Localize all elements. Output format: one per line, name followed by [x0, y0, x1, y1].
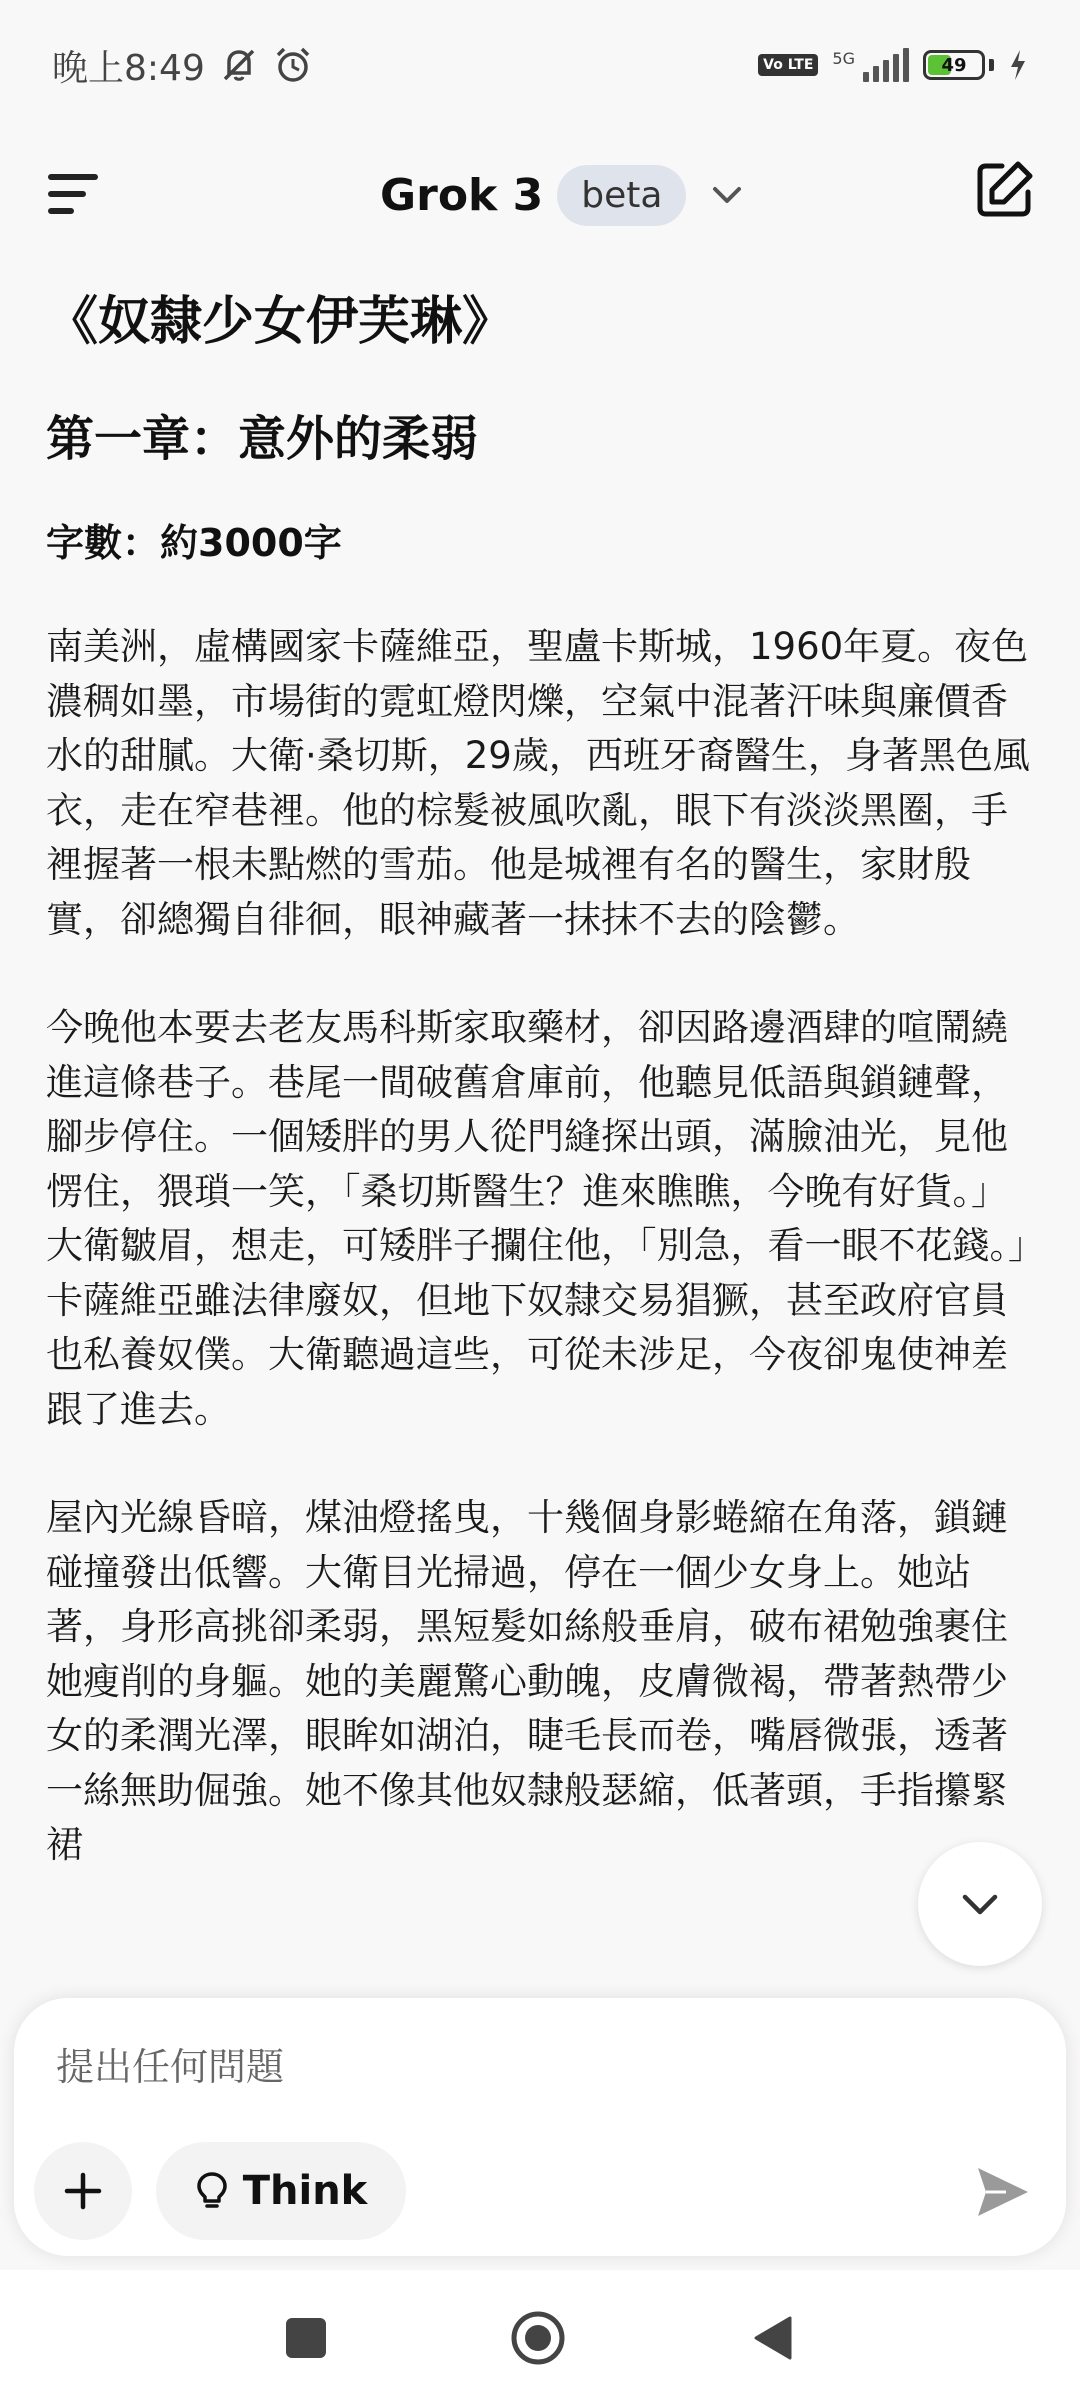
scroll-down-button[interactable] — [918, 1842, 1042, 1966]
mute-icon — [219, 45, 259, 85]
response-content — [46, 290, 1036, 1927]
edit-icon[interactable] — [972, 158, 1036, 222]
content-fade — [0, 1870, 1080, 2000]
alarm-icon — [273, 45, 313, 85]
paragraph-2: 今晚他本要去老友馬科斯家取藥材，卻因路邊酒肆的喧鬧繞進這條巷子。巷尾一間破舊倉庫前，他聽見低語與鎖鏈聲，腳步停住。一個矮胖的男人從門縫探出頭，滿臉油光，見他愣住，猥瑣一笑，「桑切斯醫生？進來瞧瞧，今晚有好貨。」大衛皺眉，想走，可矮胖子攔住他，「別急，看一眼不花錢。」卡薩維亞雖法律廢奴，但地下奴隸交易猖獗，甚至政府官員也私養奴僕。大衛聽過這些，可從未涉足，今夜卻鬼使神差跟了進去。 — [46, 1006, 1027, 1431]
paragraph-1: 南美洲，虛構國家卡薩維亞，聖盧卡斯城，1960年夏。夜色濃稠如墨，市場街的霓虹燈閃爍，空氣中混著汗味與廉價香水的甜膩。大衛·桑切斯，29歲，西班牙裔醫生，身著黑色風衣，走在窄巷裡。他的棕髮被風吹亂，眼下有淡淡黑圈，手裡握著一根未點燃的雪茄。他是城裡有名的醫生，家財殷實，卻總獨自徘徊，眼神藏著一抹抹不去的陰鬱。 — [46, 625, 1030, 941]
beta-badge: beta — [557, 165, 686, 226]
status-bar — [0, 0, 1080, 130]
volte-icon: Vo LTE — [758, 54, 818, 76]
menu-button[interactable] — [46, 164, 106, 224]
chevron-down-icon — [706, 174, 748, 216]
app-header — [0, 140, 1080, 250]
status-left — [52, 40, 313, 91]
model-selector[interactable] — [380, 158, 748, 232]
status-time: 晚上8:49 — [52, 47, 205, 89]
composer — [14, 1998, 1066, 2256]
attach-button[interactable] — [34, 2142, 132, 2240]
model-title: Grok 3 — [380, 169, 544, 221]
battery-cap — [989, 59, 994, 71]
plus-icon — [61, 2169, 105, 2213]
status-right — [758, 48, 1028, 82]
back-button[interactable] — [752, 2314, 792, 2362]
lightbulb-icon — [195, 2171, 229, 2211]
paragraph-3: 屋內光線昏暗，煤油燈搖曳，十幾個身影蜷縮在角落，鎖鏈碰撞發出低響。大衛目光掃過，停在一個少女身上。她站著，身形高挑卻柔弱，黑短髮如絲般垂肩，破布裙勉強裹住她瘦削的身軀。她的美麗驚心動魄，皮膚微褐，帶著熱帶少女的柔潤光澤，眼眸如湖泊，睫毛長而卷，嘴唇微張，透著一絲無助倔強。她不像其他奴隸般瑟縮，低著頭，手指攥緊裙 — [46, 1496, 1008, 1866]
battery-level: 49 — [941, 54, 967, 76]
home-button[interactable] — [510, 2310, 566, 2366]
prompt-input[interactable] — [54, 2036, 958, 2098]
battery-icon — [923, 50, 985, 80]
recents-button[interactable] — [286, 2318, 326, 2358]
signal-icon — [832, 48, 909, 82]
word-count: 字數：約3000字 — [46, 521, 342, 565]
menu-icon — [46, 164, 106, 224]
chevron-down-icon — [955, 1879, 1005, 1929]
chapter-title: 第一章：意外的柔弱 — [46, 411, 479, 467]
think-label: Think — [242, 2168, 368, 2214]
novel-title: 《奴隸少女伊芙琳》 — [46, 292, 515, 352]
think-button[interactable] — [156, 2142, 406, 2240]
system-nav-bar — [0, 2270, 1080, 2400]
charging-icon — [1008, 48, 1028, 82]
network-label: 5G — [832, 49, 855, 68]
send-icon[interactable] — [972, 2162, 1032, 2222]
